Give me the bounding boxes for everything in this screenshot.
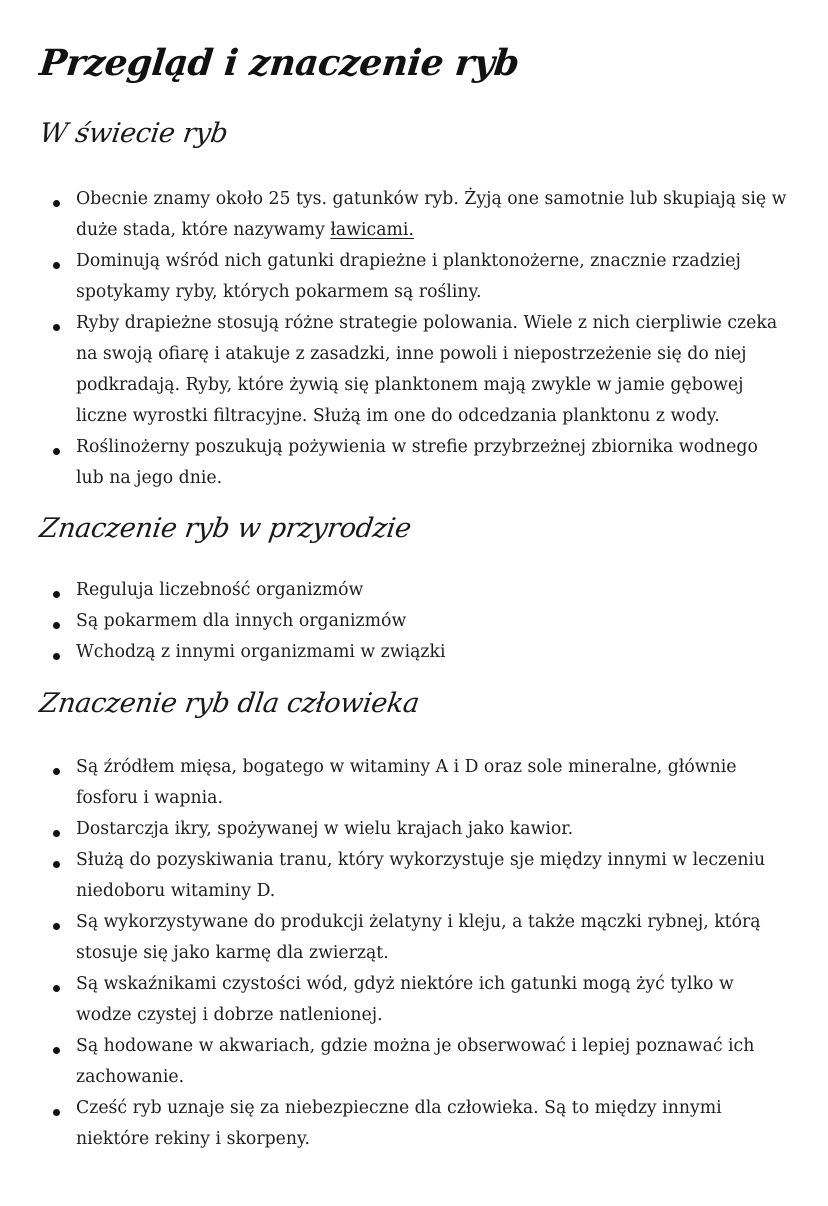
bullet-icon <box>53 923 60 930</box>
list-item <box>48 308 788 432</box>
underlined-term: ławicami. <box>330 220 414 240</box>
bullet-icon <box>53 830 60 837</box>
bullet-icon <box>53 622 60 629</box>
bullet-icon <box>53 985 60 992</box>
list-item <box>48 184 788 246</box>
list-item-text: Są hodowane w akwariach, gdzie można je obserwować i lepiej poznawać ich zachowanie. <box>76 1036 755 1087</box>
bullet-icon <box>53 768 60 775</box>
section-heading-znaczenie-w-przyrodzie: Znaczenie ryb w przyrodzie <box>37 513 414 544</box>
list-item <box>48 814 788 845</box>
bullet-icon <box>53 262 60 269</box>
bullet-icon <box>53 324 60 331</box>
list-item-text: Są pokarmem dla innych organizmów <box>76 611 407 631</box>
list-item-text: Są źródłem mięsa, bogatego w witaminy A i D oraz sole mineralne, głównie fosforu i wapnia. <box>76 757 737 808</box>
list-item <box>48 637 788 668</box>
list-item-text: Cześć ryb uznaje się za niebezpieczne dla człowieka. Są to między innymi niektóre rekiny i skorpeny. <box>76 1098 722 1149</box>
bullet-icon <box>53 1109 60 1116</box>
bullet-icon <box>53 448 60 455</box>
list-item <box>48 845 788 907</box>
list-item <box>48 969 788 1031</box>
list-item <box>48 1031 788 1093</box>
document-title: Przegląd i znaczenie ryb <box>37 42 522 84</box>
list-item-text: Roślinożerny poszukują pożywienia w strefie przybrzeżnej zbiornika wodnego lub na jego dnie. <box>76 437 758 488</box>
section-heading-w-swiecie-ryb: W świecie ryb <box>37 118 230 149</box>
list-item <box>48 752 788 814</box>
list-item-text: Ryby drapieżne stosują różne strategie polowania. Wiele z nich cierpliwie czeka na swoją ofiarę i atakuje z zasadzki, inne powoli i niepostrzeżenie się do niej podkradają. Ryby, które żywią się planktonem mają zwykle w jamie gębowej liczne wyrostki filtracyjne. Służą im one do odcedzania planktonu z wody. <box>76 313 778 426</box>
list-item <box>48 246 788 308</box>
list-item-text: Wchodzą z innymi organizmami w związki <box>76 642 446 662</box>
list-item <box>48 432 788 494</box>
bullet-icon <box>53 861 60 868</box>
list-item-text: Są wykorzystywane do produkcji żelatyny i kleju, a także mączki rybnej, którą stosuje się jako karmę dla zwierząt. <box>76 912 761 963</box>
section-heading-znaczenie-dla-czlowieka: Znaczenie ryb dla człowieka <box>37 688 422 719</box>
bullet-icon <box>53 1047 60 1054</box>
list-item <box>48 575 788 606</box>
bullet-icon <box>53 200 60 207</box>
list-item-text: Obecnie znamy około 25 tys. gatunków ryb. Żyją one samotnie lub skupiają się w duże stada, które nazywamy <box>76 189 787 240</box>
bullet-icon <box>53 591 60 598</box>
bullet-icon <box>53 653 60 660</box>
list-item-text: Dostarczja ikry, spożywanej w wielu krajach jako kawior. <box>76 819 574 839</box>
list-item <box>48 907 788 969</box>
list-item <box>48 606 788 637</box>
list-item <box>48 1093 788 1155</box>
list-item-text: Dominują wśród nich gatunki drapieżne i planktonożerne, znacznie rzadziej spotykamy ryby, których pokarmem są rośliny. <box>76 251 741 302</box>
list-item-text: Reguluja liczebność organizmów <box>76 580 364 600</box>
bullet-list-znaczenie-dla-czlowieka <box>48 752 788 1155</box>
bullet-list-w-swiecie-ryb <box>48 184 788 494</box>
list-item-text: Są wskaźnikami czystości wód, gdyż niektóre ich gatunki mogą żyć tylko w wodze czystej i dobrze natlenionej. <box>76 974 734 1025</box>
list-item-text: Służą do pozyskiwania tranu, który wykorzystuje sje między innymi w leczeniu niedoboru witaminy D. <box>76 850 766 901</box>
bullet-list-znaczenie-w-przyrodzie <box>48 575 788 668</box>
